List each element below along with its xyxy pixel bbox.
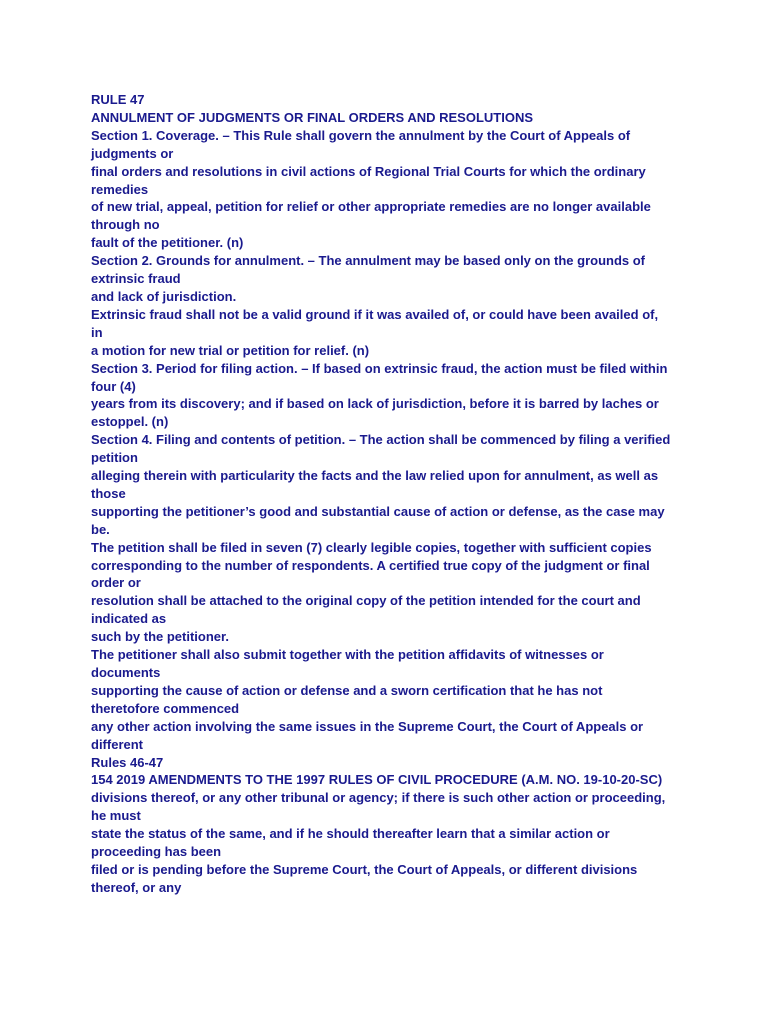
text-line: years from its discovery; and if based on lack of jurisdiction, before it is barred by laches or	[91, 396, 659, 412]
text-line: final orders and resolutions in civil actions of Regional Trial Courts for which the ordinary	[91, 163, 646, 179]
text-line: state the status of the same, and if he should thereafter learn that a similar action or	[91, 826, 610, 842]
text-line: of new trial, appeal, petition for relief or other appropriate remedies are no longer available	[91, 199, 651, 215]
text-line: any other action involving the same issues in the Supreme Court, the Court of Appeals or	[91, 718, 644, 734]
text-line: indicated as	[91, 611, 167, 627]
text-line: order or	[91, 575, 141, 591]
document-body	[91, 91, 691, 897]
text-line: alleging therein with particularity the facts and the law relied upon for annulment, as well as	[91, 468, 659, 484]
text-line: The petitioner shall also submit together with the petition affidavits of witnesses or	[91, 647, 604, 663]
text-line: those	[91, 485, 126, 501]
text-line: Section 3. Period for filing action. – If based on extrinsic fraud, the action must be filed within	[91, 360, 668, 376]
text-line: theretofore commenced	[91, 700, 240, 716]
text-line: supporting the petitioner’s good and substantial cause of action or defense, as the case may	[91, 503, 665, 519]
text-line: documents	[91, 665, 161, 680]
text-line: be.	[91, 521, 110, 537]
text-line: extrinsic fraud	[91, 271, 181, 287]
text-line: four (4)	[91, 378, 136, 394]
text-line: in	[91, 324, 103, 340]
text-line: through no	[91, 217, 160, 233]
page-header-rules: Rules 46-47	[91, 754, 164, 770]
text-line: fault of the petitioner. (n)	[91, 235, 244, 251]
text-line: Section 1. Coverage. – This Rule shall govern the annulment by the Court of Appeals of	[91, 127, 631, 143]
text-line: Extrinsic fraud shall not be a valid ground if it was availed of, or could have been availed of,	[91, 306, 659, 322]
text-line: judgments or	[91, 145, 174, 161]
text-line: proceeding has been	[91, 844, 222, 860]
text-line: supporting the cause of action or defense and a sworn certification that he has not	[91, 682, 603, 698]
text-line: corresponding to the number of respondents. A certified true copy of the judgment or final	[91, 557, 650, 573]
text-line: petition	[91, 450, 138, 466]
text-line: Section 2. Grounds for annulment. – The annulment may be based only on the grounds of	[91, 253, 645, 269]
text-line: different	[91, 736, 143, 752]
page-header-title: 154 2019 AMENDMENTS TO THE 1997 RULES OF CIVIL PROCEDURE (A.M. NO. 19-10-20-SC)	[91, 772, 663, 788]
text-line: divisions thereof, or any other tribunal or agency; if there is such other action or proceeding,	[91, 790, 666, 806]
rule-heading: RULE 47	[91, 92, 145, 107]
text-line: such by the petitioner.	[91, 629, 229, 645]
text-line: estoppel. (n)	[91, 414, 169, 430]
text-line: filed or is pending before the Supreme Court, the Court of Appeals, or different divisions	[91, 861, 638, 877]
text-line: remedies	[91, 181, 149, 197]
text-line: and lack of jurisdiction.	[91, 288, 237, 304]
text-line: resolution shall be attached to the original copy of the petition intended for the court and	[91, 593, 641, 609]
text-line: a motion for new trial or petition for relief. (n)	[91, 342, 370, 358]
text-line: Section 4. Filing and contents of petition. – The action shall be commenced by filing a verified	[91, 432, 671, 448]
text-line: The petition shall be filed in seven (7) clearly legible copies, together with sufficient copies	[91, 539, 652, 555]
text-line: thereof, or any	[91, 879, 182, 895]
text-line: he must	[91, 808, 141, 824]
rule-title: ANNULMENT OF JUDGMENTS OR FINAL ORDERS AND RESOLUTIONS	[91, 109, 534, 125]
